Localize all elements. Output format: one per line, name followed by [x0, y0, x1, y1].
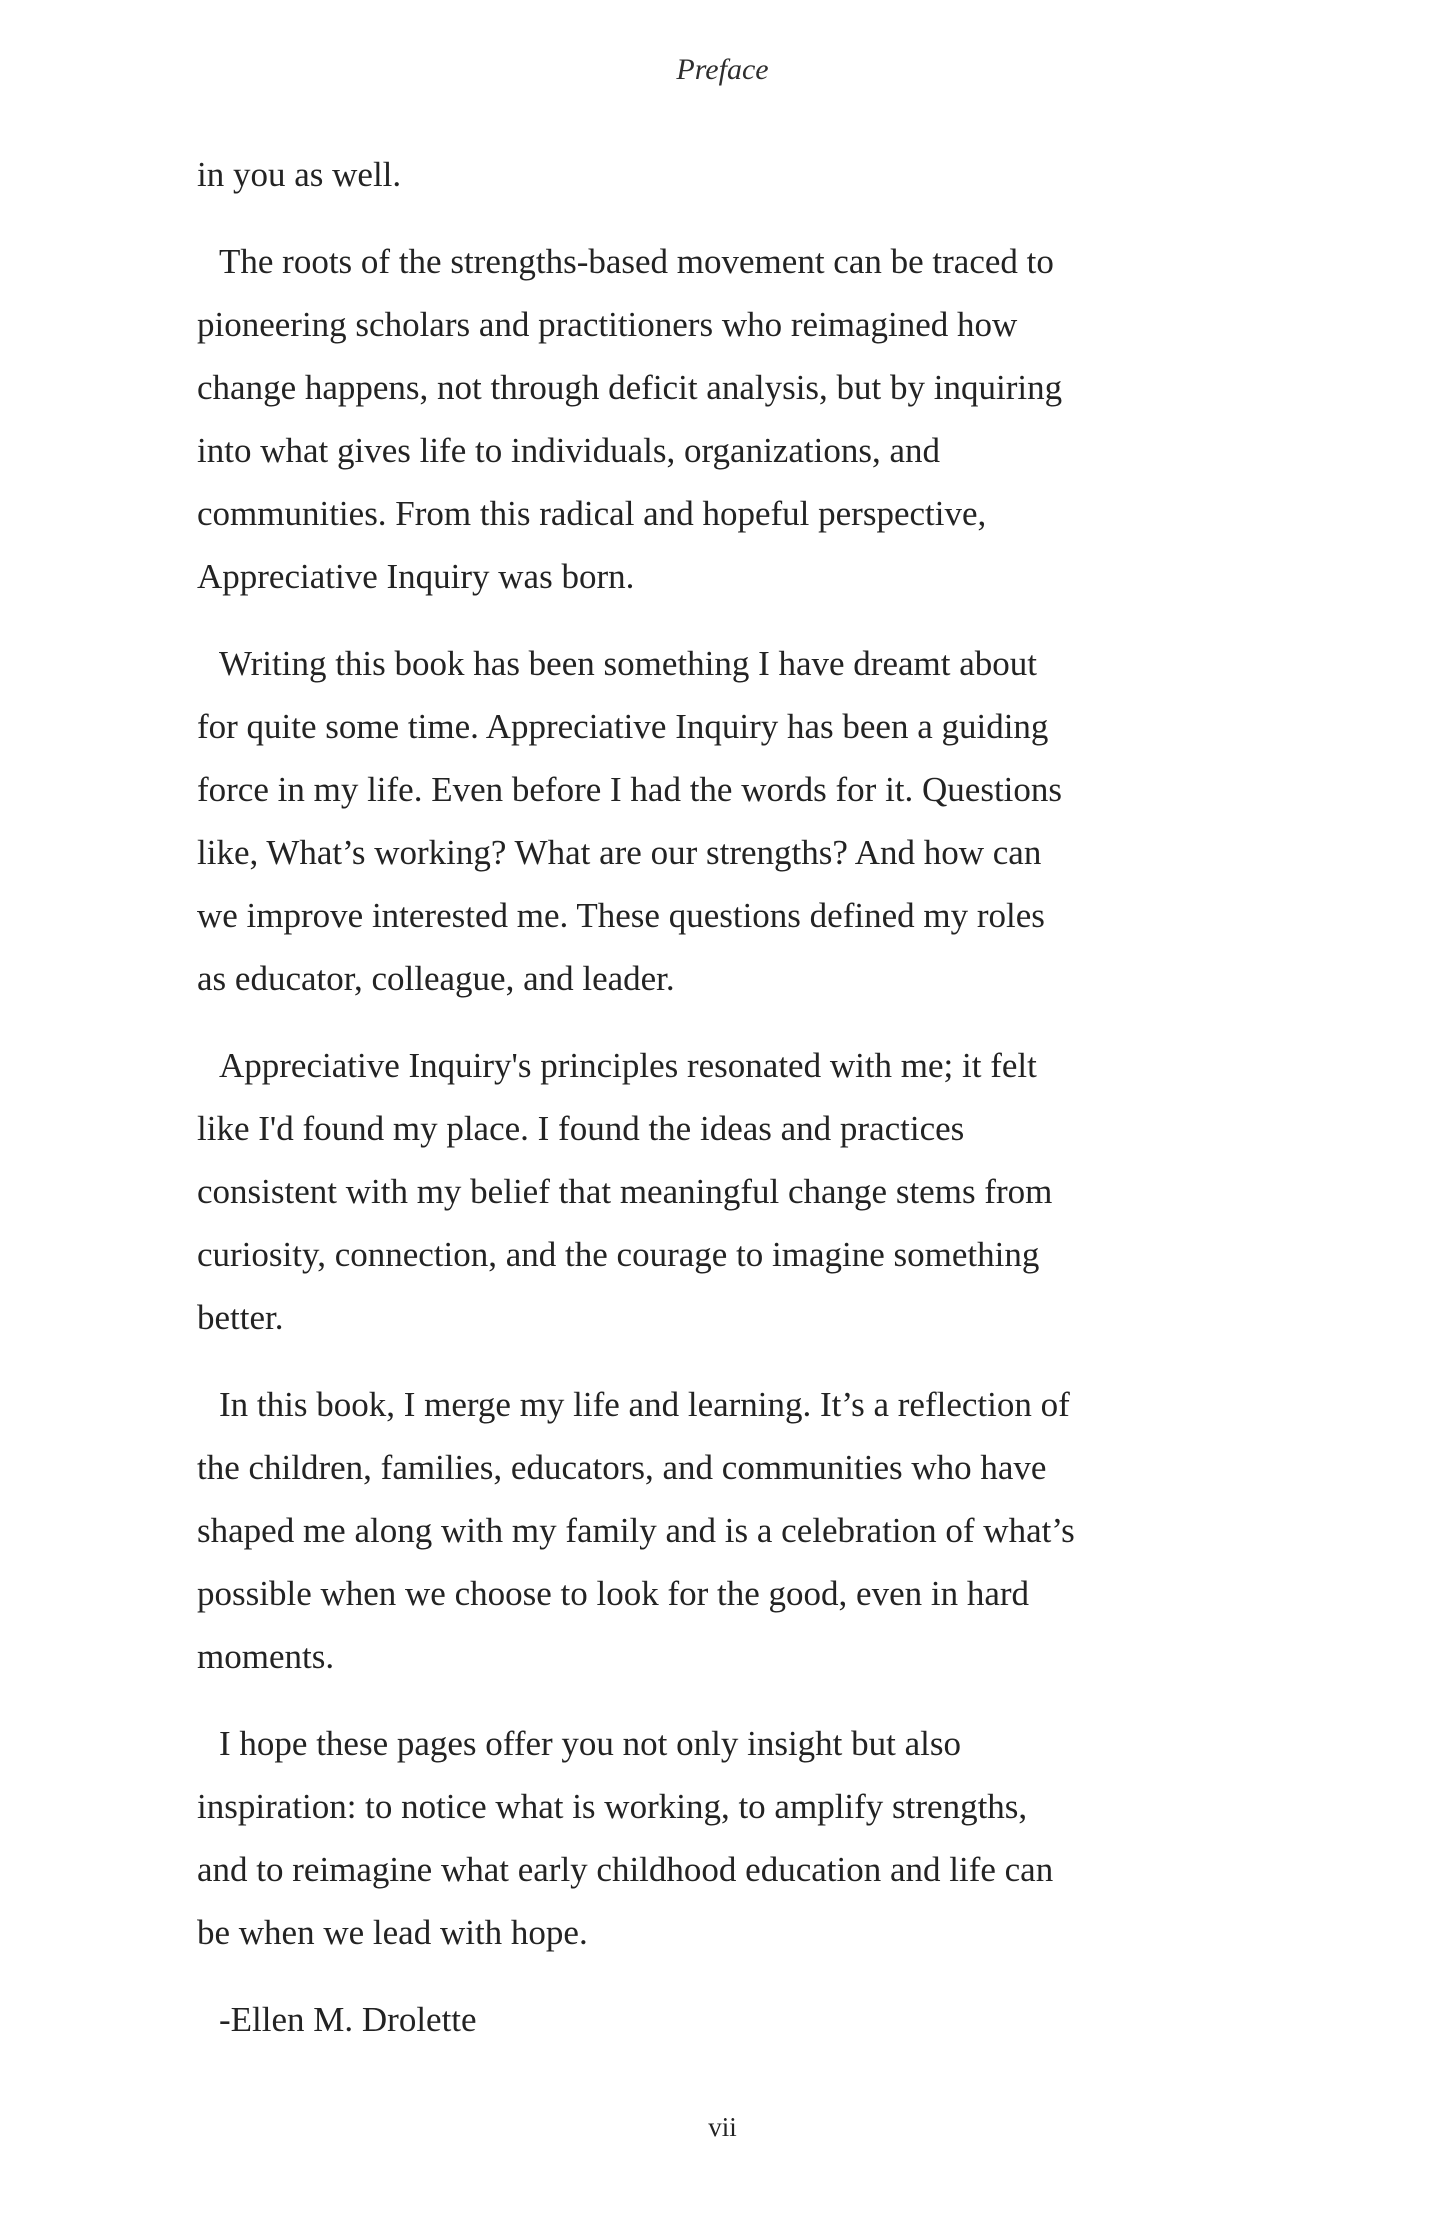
- text-line: I hope these pages offer you not only insight but also: [219, 1724, 962, 1763]
- text-line: we improve interested me. These questions defined my roles: [197, 896, 1045, 935]
- text-line: change happens, not through deficit analysis, but by inquiring: [197, 368, 1063, 407]
- running-header: Preface: [676, 53, 769, 86]
- text-line: as educator, colleague, and leader.: [197, 959, 675, 998]
- paragraph: [197, 1712, 1322, 1964]
- text-line: force in my life. Even before I had the words for it. Questions: [197, 770, 1063, 809]
- text-line: The roots of the strengths-based movement can be traced to: [219, 242, 1054, 281]
- text-line: Writing this book has been something I have dreamt about: [219, 644, 1037, 683]
- paragraph: [197, 1373, 1322, 1688]
- page-body: [197, 143, 1322, 2075]
- text-line: better.: [197, 1298, 284, 1337]
- paragraph: [197, 1988, 1322, 2051]
- text-line: like, What’s working? What are our strengths? And how can: [197, 833, 1042, 872]
- paragraph: [197, 143, 1322, 206]
- paragraph: [197, 632, 1322, 1010]
- text-line: in you as well.: [197, 155, 402, 194]
- text-line: -Ellen M. Drolette: [219, 2000, 477, 2039]
- paragraph: [197, 1034, 1322, 1349]
- text-line: for quite some time. Appreciative Inquiry has been a guiding: [197, 707, 1049, 746]
- text-line: moments.: [197, 1637, 335, 1676]
- text-line: Appreciative Inquiry's principles resonated with me; it felt: [219, 1046, 1037, 1085]
- text-line: In this book, I merge my life and learning. It’s a reflection of: [219, 1385, 1070, 1424]
- text-line: inspiration: to notice what is working, to amplify strengths,: [197, 1787, 1028, 1826]
- text-line: pioneering scholars and practitioners who reimagined how: [197, 305, 1018, 344]
- text-line: and to reimagine what early childhood education and life can: [197, 1850, 1054, 1889]
- text-line: communities. From this radical and hopeful perspective,: [197, 494, 987, 533]
- page-number: vii: [708, 2112, 737, 2142]
- text-line: consistent with my belief that meaningful change stems from: [197, 1172, 1053, 1211]
- text-line: shaped me along with my family and is a celebration of what’s: [197, 1511, 1075, 1550]
- text-line: the children, families, educators, and communities who have: [197, 1448, 1047, 1487]
- text-line: Appreciative Inquiry was born.: [197, 557, 635, 596]
- text-line: possible when we choose to look for the good, even in hard: [197, 1574, 1030, 1613]
- paragraph: [197, 230, 1322, 608]
- text-line: into what gives life to individuals, organizations, and: [197, 431, 940, 470]
- text-line: be when we lead with hope.: [197, 1913, 588, 1952]
- text-line: like I'd found my place. I found the ideas and practices: [197, 1109, 965, 1148]
- text-line: curiosity, connection, and the courage to imagine something: [197, 1235, 1040, 1274]
